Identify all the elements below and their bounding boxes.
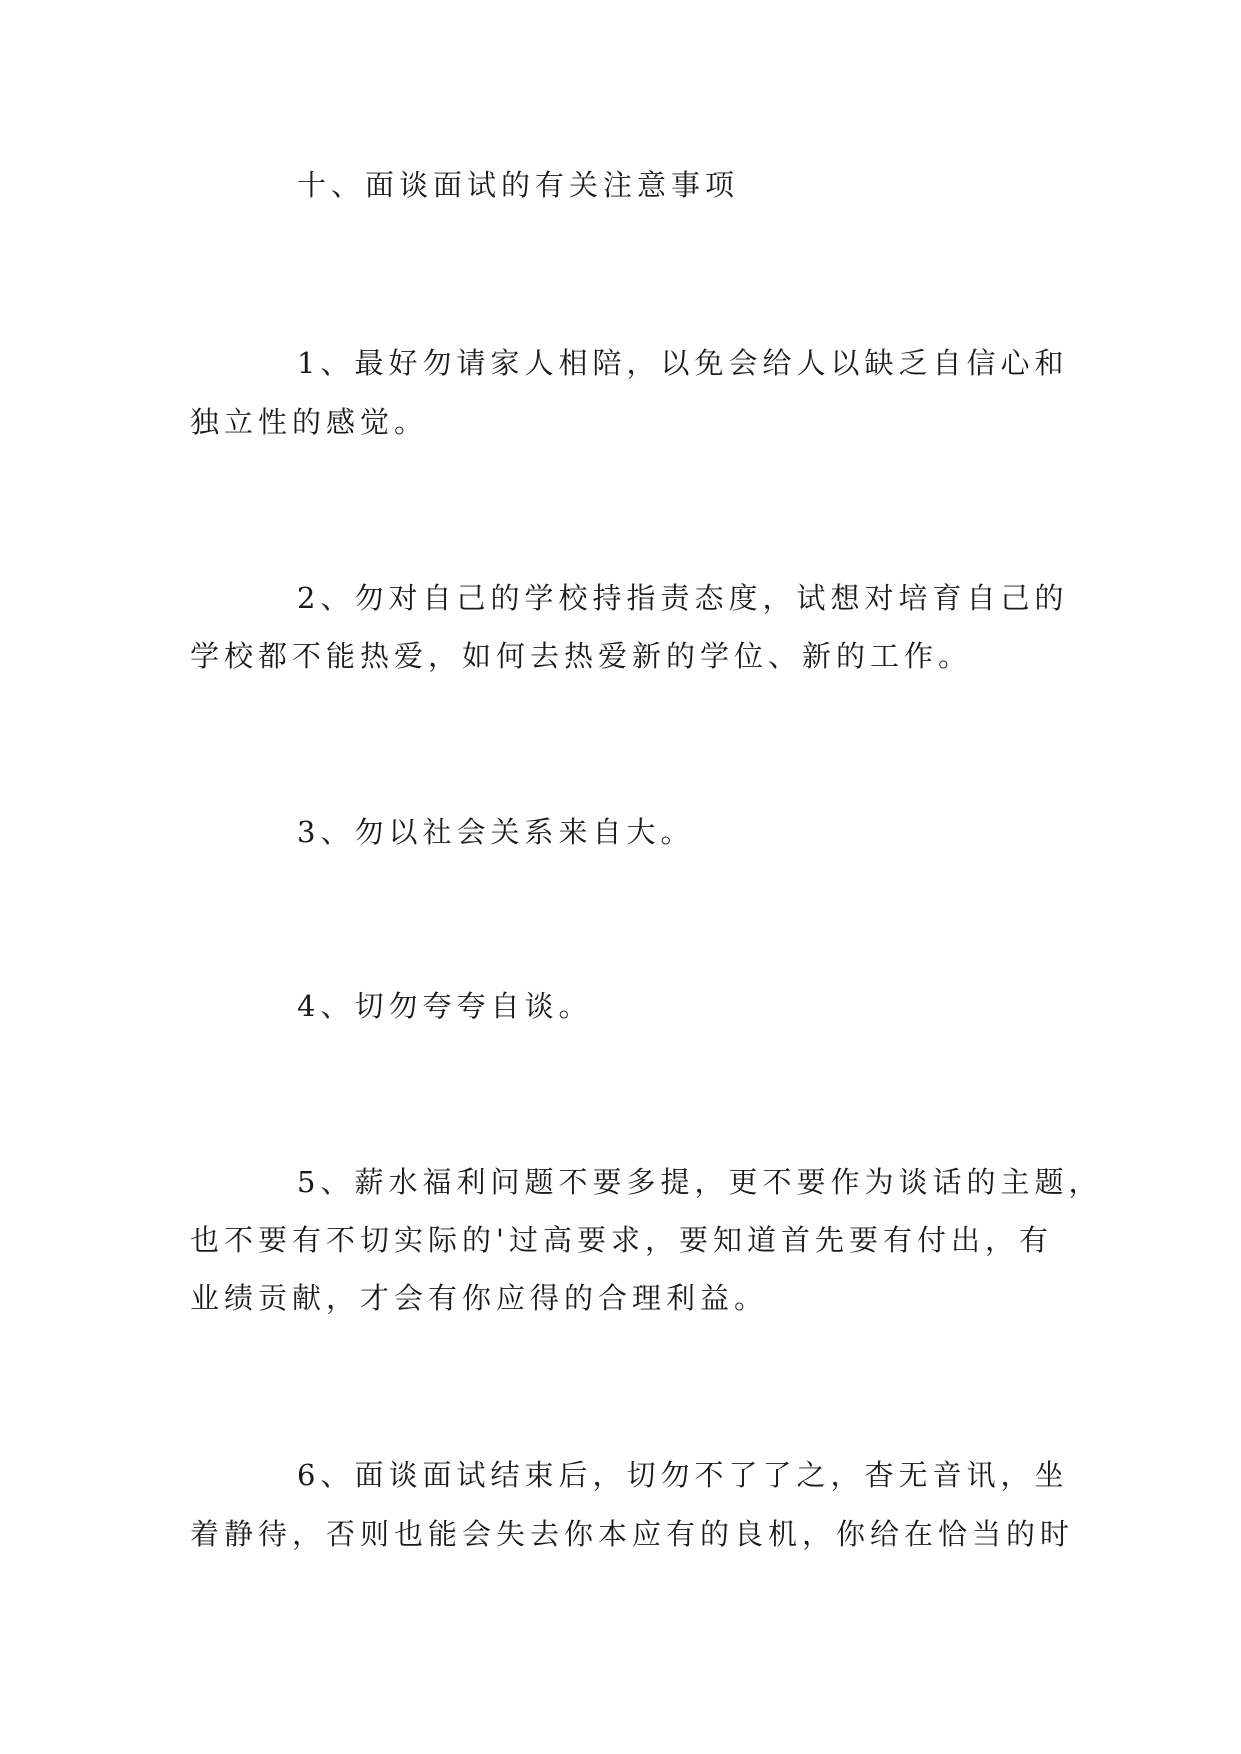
item-3-line-1: 3、勿以社会关系来自大。 <box>297 815 695 849</box>
item-6-line-1: 6、面谈面试结束后，切勿不了了之，杳无音讯，坐 <box>297 1458 1069 1492</box>
item-4-line-1: 4、切勿夸夸自谈。 <box>297 989 593 1023</box>
item-1-line-1: 1、最好勿请家人相陪，以免会给人以缺乏自信心和 <box>297 346 1069 380</box>
item-1-line-2: 独立性的感觉。 <box>190 405 429 439</box>
item-5-line-1: 5、薪水福利问题不要多提，更不要作为谈话的主题， <box>297 1165 1103 1199</box>
item-2-line-2: 学校都不能热爱，如何去热爱新的学位、新的工作。 <box>190 639 973 673</box>
item-5-line-3: 业绩贡献，才会有你应得的合理利益。 <box>190 1281 769 1315</box>
item-2-line-1: 2、勿对自己的学校持指责态度，试想对培育自己的 <box>297 581 1069 615</box>
section-heading: 十、面谈面试的有关注意事项 <box>297 168 740 202</box>
item-5-line-2: 也不要有不切实际的'过高要求，要知道首先要有付出，有 <box>190 1223 1053 1257</box>
item-6-line-2: 着静待，否则也能会失去你本应有的良机，你给在恰当的时 <box>190 1517 1075 1551</box>
